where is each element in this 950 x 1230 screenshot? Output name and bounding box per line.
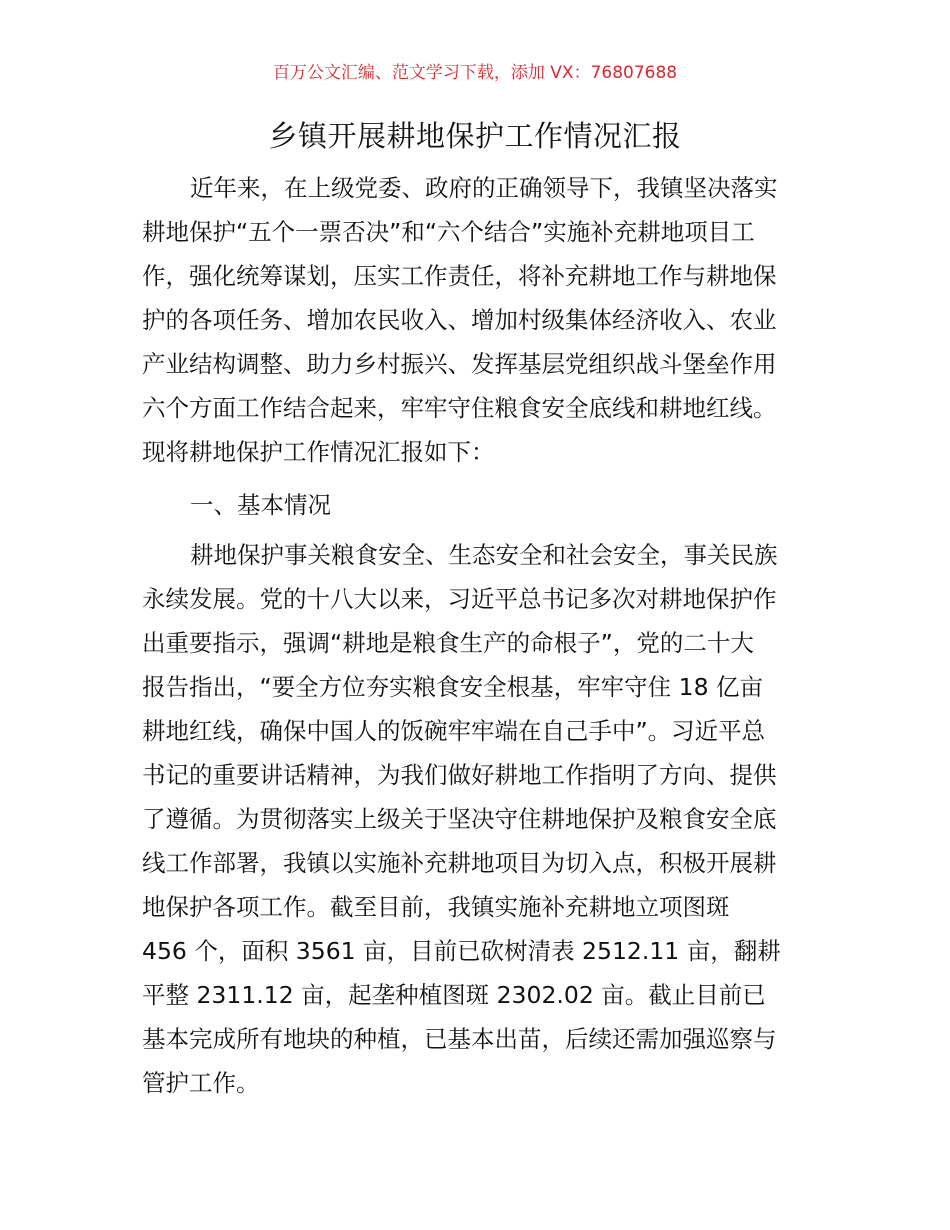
text-line: 产业结构调整、助力乡村振兴、发挥基层党组织战斗堡垒作用 [142,350,777,378]
document-title: 乡镇开展耕地保护工作情况汇报 [268,119,682,153]
text-line: 平整 2311.12 亩，起垄种植图斑 2302.02 亩。截止目前已 [142,981,766,1009]
text-line: 耕地保护“五个一票否决”和“六个结合”实施补充耕地项目工 [142,218,755,246]
text-line: 基本完成所有地块的种植，已基本出苗，后续还需加强巡察与 [142,1025,777,1053]
text-line: 书记的重要讲话精神，为我们做好耕地工作指明了方向、提供 [142,761,777,789]
text-line: 管护工作。 [142,1069,260,1097]
text-line: 六个方面工作结合起来，牢牢守住粮食安全底线和耕地红线。 [142,394,777,422]
text-line: 耕地红线，确保中国人的饭碗牢牢端在自己手中”。习近平总 [142,717,766,745]
document-body [142,166,814,1105]
paragraph-intro [142,166,814,474]
text-line: 现将耕地保护工作情况汇报如下： [142,438,495,466]
text-line: 线工作部署，我镇以实施补充耕地项目为切入点，积极开展耕 [142,849,777,877]
text-line: 护的各项任务、增加农民收入、增加村级集体经济收入、农业 [142,306,777,334]
paragraph-basic-situation [142,533,814,1105]
text-line: 出重要指示，强调“耕地是粮食生产的命根子”，党的二十大 [142,629,754,657]
text-line: 报告指出，“要全方位夯实粮食安全根基，牢牢守住 18 亿亩 [142,673,764,701]
text-line: 永续发展。党的十八大以来，习近平总书记多次对耕地保护作 [142,585,777,613]
text-line: 地保护各项工作。截至目前，我镇实施补充耕地立项图斑 [142,893,730,921]
text-line: 作，强化统筹谋划，压实工作责任，将补充耕地工作与耕地保 [142,262,777,290]
text-line: 了遵循。为贯彻落实上级关于坚决守住耕地保护及粮食安全底 [142,805,777,833]
section-heading-basic-situation: 一、基本情况 [190,491,331,519]
text-line: 耕地保护事关粮食安全、生态安全和社会安全，事关民族 [190,541,778,569]
text-line: 近年来，在上级党委、政府的正确领导下，我镇坚决落实 [190,174,778,202]
watermark-banner: 百万公文汇编、范文学习下载，添加 VX：76807688 [272,63,678,83]
text-line: 456 个，面积 3561 亩，目前已砍树清表 2512.11 亩，翻耕 [142,937,781,965]
